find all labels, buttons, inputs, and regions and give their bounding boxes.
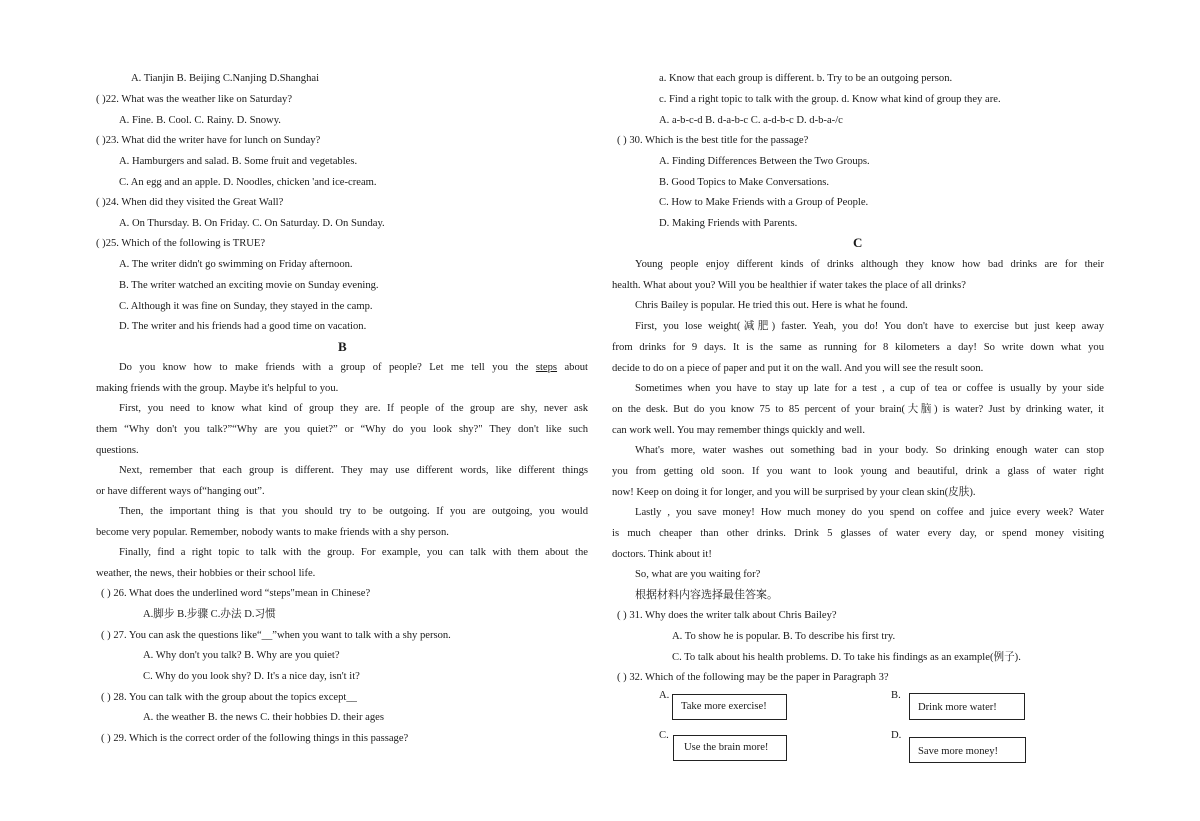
text-line: questions.	[96, 444, 139, 456]
instruction-text: 根据材料内容选择最佳答案。	[635, 588, 778, 601]
question-26: ( ) 26. What does the underlined word “steps"mean in Chinese?	[101, 588, 371, 599]
q30-option-c: C. How to Make Friends with a Group of People.	[659, 197, 869, 208]
passage-c-paragraph-2	[612, 296, 1104, 317]
passage-c-paragraph-6	[612, 503, 1104, 565]
text-line: Do you know how to make friends with a group of people? Let me tell you the steps about	[119, 362, 589, 373]
passage-b-paragraph-5	[96, 543, 588, 585]
passage-c-paragraph-1	[612, 255, 1104, 297]
question-29: ( ) 29. Which is the correct order of the following things in this passage?	[101, 733, 409, 744]
passage-c-paragraph-5	[612, 441, 1104, 503]
text-line: you from getting old soon. If you want to look young and beautiful, drink a glass of water right	[612, 465, 1104, 477]
passage-b-paragraph-3	[96, 461, 588, 503]
text-line: First, you need to know what kind of group they are. If people of the group are shy, never ask	[119, 403, 588, 414]
text-line: now! Keep on doing it for longer, and you will be surprised by your clean skin(皮肤).	[612, 486, 976, 498]
q23-options-cd: C. An egg and an apple. D. Noodles, chicken 'and ice-cream.	[119, 177, 377, 188]
q31-options-ab: A. To show he is popular. B. To describe his first try.	[672, 631, 896, 642]
q30-option-d: D. Making Friends with Parents.	[659, 218, 798, 229]
q25-option-b: B. The writer watched an exciting movie on Sunday evening.	[119, 280, 379, 291]
text-line: Chris Bailey is popular. He tried this out. Here is what he found.	[635, 300, 908, 311]
question-30: ( ) 30. Which is the best title for the passage?	[617, 135, 809, 146]
q32-label-d: D.	[891, 730, 902, 741]
q28-options: A. the weather B. the news C. their hobbies D. their ages	[143, 712, 384, 723]
q21-options: A. Tianjin B. Beijing C.Nanjing D.Shanghai	[131, 73, 320, 84]
text-line: Lastly , you save money! How much money do you spend on coffee and juice every week? Water	[635, 507, 1104, 518]
q32-label-c: C.	[659, 730, 669, 741]
passage-b-paragraph-2	[96, 399, 588, 461]
q30-option-a: A. Finding Differences Between the Two Groups.	[659, 156, 870, 167]
passage-b-paragraph-4	[96, 502, 588, 544]
question-31: ( ) 31. Why does the writer talk about Chris Bailey?	[617, 610, 837, 621]
q27-options-cd: C. Why do you look shy? D. It's a nice day, isn't it?	[143, 671, 360, 682]
section-c-heading: C	[853, 235, 863, 250]
question-25: ( )25. Which of the following is TRUE?	[96, 238, 266, 249]
q24-options: A. On Thursday. B. On Friday. C. On Saturday. D. On Sunday.	[119, 218, 385, 229]
text-line: become very popular. Remember, nobody wants to make friends with a shy person.	[96, 526, 449, 538]
q29-options: A. a-b-c-d B. d-a-b-c C. a-d-b-c D. d-b-a-/c	[659, 115, 843, 126]
text-line: Finally, find a right topic to talk with the group. For example, you can talk with them about the	[119, 547, 588, 558]
text-line: weather, the news, their hobbies or their school life.	[96, 567, 316, 579]
q29-items-ab: a. Know that each group is different. b. Try to be an outgoing person.	[659, 73, 953, 84]
text-line: from drinks for 9 days. It is the same as running for 8 kilometers a day! So write down what you	[612, 341, 1104, 353]
q31-options-cd: C. To talk about his health problems. D. To take his findings as an example(例子).	[672, 652, 1021, 663]
q32-label-b: B.	[891, 690, 901, 701]
text-line: First, you lose weight(减肥) faster. Yeah, you do! You don't have to exercise but just keep away	[635, 321, 1104, 332]
text-line: Sometimes when you have to stay up late for a test , a cup of tea or coffee is usually by your side	[635, 383, 1104, 394]
text-line: Next, remember that each group is different. They may use different words, like different things	[119, 465, 588, 476]
question-28: ( ) 28. You can talk with the group about the topics except__	[101, 692, 357, 703]
text-line: decide to do on a piece of paper and put it on the wall. And you will see the result soon.	[612, 362, 984, 374]
q30-option-b: B. Good Topics to Make Conversations.	[659, 177, 830, 188]
q26-options: A.脚步 B.步骤 C.办法 D.习惯	[143, 609, 276, 620]
text-line: health. What about you? Will you be healthier if water takes the place of all drinks?	[612, 279, 966, 291]
q29-items-cd: c. Find a right topic to talk with the group. d. Know what kind of group they are.	[659, 94, 1001, 105]
passage-c-paragraph-4	[612, 379, 1104, 441]
text-line: on the desk. But do you know 75 to 85 percent of your brain(大脑) is water? Just by drinking water, it	[612, 403, 1104, 415]
q25-option-c: C. Although it was fine on Sunday, they stayed in the camp.	[119, 301, 373, 312]
question-27: ( ) 27. You can ask the questions like“__”when you want to talk with a shy person.	[101, 630, 451, 641]
passage-c-paragraph-7: So, what are you waiting for?	[635, 569, 761, 580]
text-line: can work well. You may remember things quickly and well.	[612, 424, 866, 436]
underlined-word-steps: steps	[535, 362, 558, 373]
text-line: Then, the important thing is that you should try to be outgoing. If you are outgoing, you would	[119, 506, 588, 517]
section-b-heading: B	[338, 339, 347, 354]
q27-options-ab: A. Why don't you talk? B. Why are you quiet?	[143, 650, 340, 661]
q23-options-ab: A. Hamburgers and salad. B. Some fruit and vegetables.	[119, 156, 358, 167]
q25-option-a: A. The writer didn't go swimming on Friday afternoon.	[119, 259, 353, 270]
text-line: is much cheaper than other drinks. Drink 5 glasses of water every day, or spend money visiting	[612, 527, 1104, 539]
question-32: ( ) 32. Which of the following may be the paper in Paragraph 3?	[617, 672, 889, 683]
question-22: ( )22. What was the weather like on Saturday?	[96, 94, 293, 105]
q32-label-a: A.	[659, 690, 670, 701]
question-24: ( )24. When did they visited the Great Wall?	[96, 197, 284, 208]
passage-c-paragraph-3	[612, 317, 1104, 379]
q32-option-box-c: Use the brain more!	[673, 735, 787, 761]
text-line: doctors. Think about it!	[612, 548, 712, 560]
q32-option-box-d: Save more money!	[909, 737, 1026, 763]
passage-b-paragraph-1	[96, 358, 588, 400]
q22-options: A. Fine. B. Cool. C. Rainy. D. Snowy.	[119, 115, 281, 126]
text-line: Young people enjoy different kinds of drinks although they know how bad drinks are for their	[635, 259, 1104, 270]
text-line: them “Why don't you talk?”“Why are you quiet?” or “Why do you look shy?" They don't like such	[96, 423, 588, 435]
q32-option-box-a: Take more exercise!	[672, 694, 787, 720]
q25-option-d: D. The writer and his friends had a good time on vacation.	[119, 321, 367, 332]
text-line: making friends with the group. Maybe it's helpful to you.	[96, 382, 339, 394]
text-line: or have different ways of“hanging out”.	[96, 485, 265, 497]
question-23: ( )23. What did the writer have for lunch on Sunday?	[96, 135, 321, 146]
q32-option-box-b: Drink more water!	[909, 693, 1025, 720]
text-line: What's more, water washes out something bad in your body. So drinking enough water can stop	[635, 445, 1104, 456]
